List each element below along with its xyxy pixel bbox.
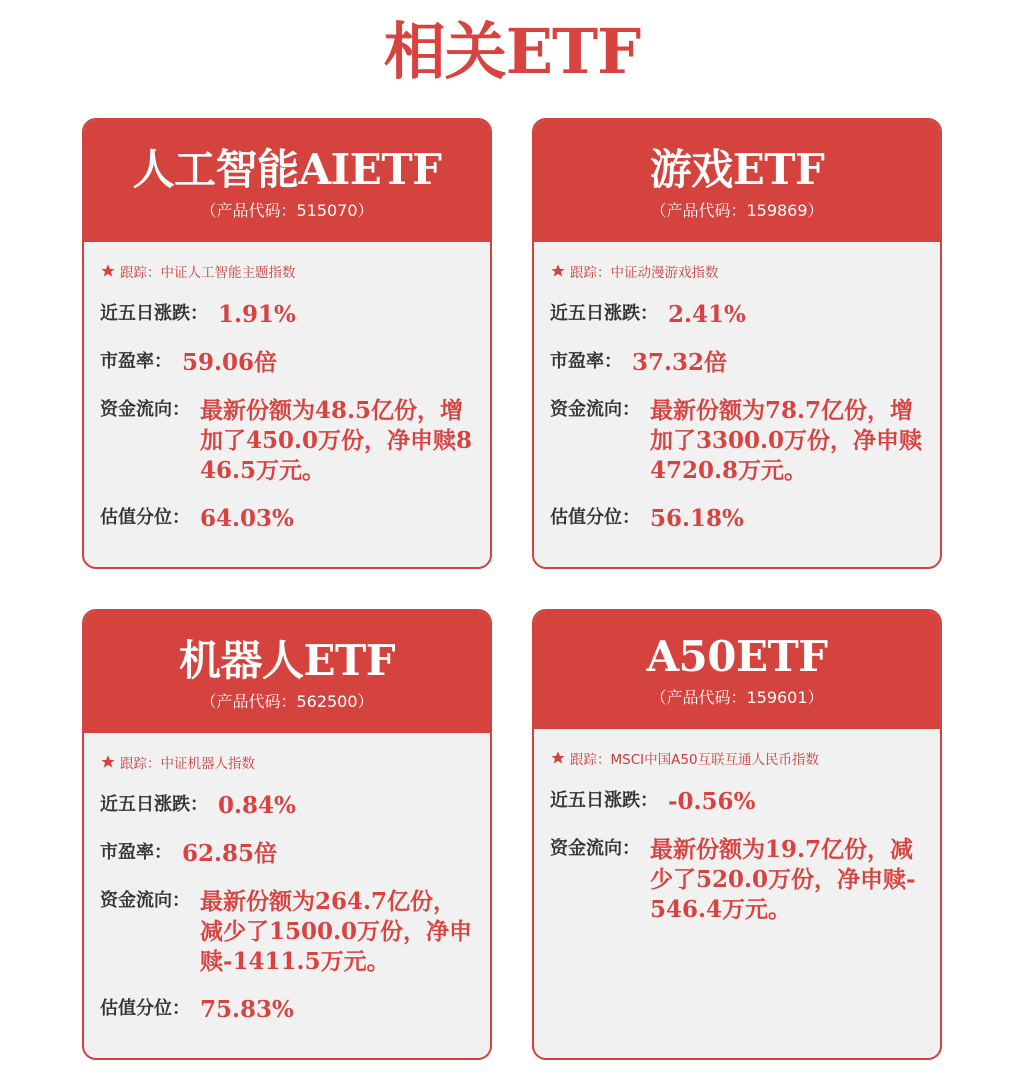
track-index-name: 中证人工智能主题指数	[160, 265, 296, 281]
flow-label: 资金流向：	[100, 890, 190, 911]
valuation-value: 64.03%	[200, 505, 294, 532]
pe-row	[100, 839, 474, 869]
pe-value: 62.85倍	[182, 840, 278, 867]
five-day-value: 0.84%	[218, 792, 296, 819]
valuation-value: 56.18%	[650, 505, 744, 532]
track-index	[100, 751, 474, 773]
star-icon	[550, 263, 566, 279]
product-code: （产品代码：562500）	[200, 692, 374, 711]
five-day-value: 1.91%	[218, 301, 296, 328]
card-header	[84, 611, 490, 733]
flow-value: 最新份额为48.5亿份，增加了450.0万份，净申赎846.5万元。	[200, 397, 473, 484]
flow-value: 最新份额为19.7亿份，减少了520.0万份，净申赎-546.4万元。	[650, 836, 916, 923]
star-icon	[100, 754, 116, 770]
track-prefix: 跟踪：	[570, 265, 611, 281]
pe-row	[100, 348, 474, 378]
five-day-row	[550, 787, 924, 817]
card-body	[534, 242, 940, 534]
card-title: 游戏ETF	[649, 145, 825, 194]
pe-label: 市盈率：	[100, 842, 172, 863]
card-title: 人工智能AIETF	[132, 145, 442, 194]
etf-card-robot	[82, 609, 492, 1060]
five-day-value: 2.41%	[668, 301, 746, 328]
valuation-label: 估值分位：	[550, 507, 640, 528]
flow-label: 资金流向：	[550, 399, 640, 420]
track-index-name: 中证机器人指数	[160, 756, 255, 772]
track-prefix: 跟踪：	[120, 265, 161, 281]
flow-label: 资金流向：	[550, 838, 640, 859]
star-icon	[550, 750, 566, 766]
product-code: （产品代码：159869）	[650, 201, 824, 220]
etf-card-game	[532, 118, 942, 569]
track-index-name: 中证动漫游戏指数	[610, 265, 719, 281]
pe-value: 59.06倍	[182, 349, 278, 376]
track-index	[550, 747, 924, 769]
flow-label: 资金流向：	[100, 399, 190, 420]
valuation-row	[100, 995, 474, 1025]
card-header	[534, 611, 940, 729]
five-day-label: 近五日涨跌：	[550, 790, 658, 811]
product-code: （产品代码：515070）	[200, 201, 374, 220]
flow-value: 最新份额为264.7亿份，减少了1500.0万份，净申赎-1411.5万元。	[200, 888, 473, 975]
valuation-row	[100, 504, 474, 534]
track-prefix: 跟踪：	[570, 752, 611, 768]
flow-row	[550, 835, 924, 925]
flow-row	[550, 396, 924, 486]
card-header	[84, 120, 490, 242]
pe-label: 市盈率：	[100, 351, 172, 372]
card-body	[534, 729, 940, 925]
track-index-name: MSCI中国A50互联互通人民币指数	[610, 752, 820, 768]
valuation-value: 75.83%	[200, 996, 294, 1023]
card-body	[84, 733, 490, 1025]
five-day-label: 近五日涨跌：	[100, 794, 208, 815]
five-day-value: -0.56%	[668, 788, 756, 815]
etf-card-a50	[532, 609, 942, 1060]
pe-value: 37.32倍	[632, 349, 728, 376]
flow-row	[100, 887, 474, 977]
five-day-row	[100, 791, 474, 821]
pe-row	[550, 348, 924, 378]
etf-card-ai	[82, 118, 492, 569]
five-day-label: 近五日涨跌：	[550, 303, 658, 324]
card-body	[84, 242, 490, 534]
flow-row	[100, 396, 474, 486]
card-header	[534, 120, 940, 242]
valuation-label: 估值分位：	[100, 507, 190, 528]
product-code: （产品代码：159601）	[650, 688, 824, 707]
pe-label: 市盈率：	[550, 351, 622, 372]
card-title: 机器人ETF	[178, 636, 396, 685]
valuation-label: 估值分位：	[100, 998, 190, 1019]
star-icon	[100, 263, 116, 279]
valuation-row	[550, 504, 924, 534]
track-prefix: 跟踪：	[120, 756, 161, 772]
five-day-row	[550, 300, 924, 330]
flow-value: 最新份额为78.7亿份，增加了3300.0万份，净申赎4720.8万元。	[650, 397, 923, 484]
five-day-row	[100, 300, 474, 330]
page-title: 相关ETF	[383, 15, 641, 88]
card-title: A50ETF	[646, 632, 828, 681]
track-index	[100, 260, 474, 282]
track-index	[550, 260, 924, 282]
five-day-label: 近五日涨跌：	[100, 303, 208, 324]
